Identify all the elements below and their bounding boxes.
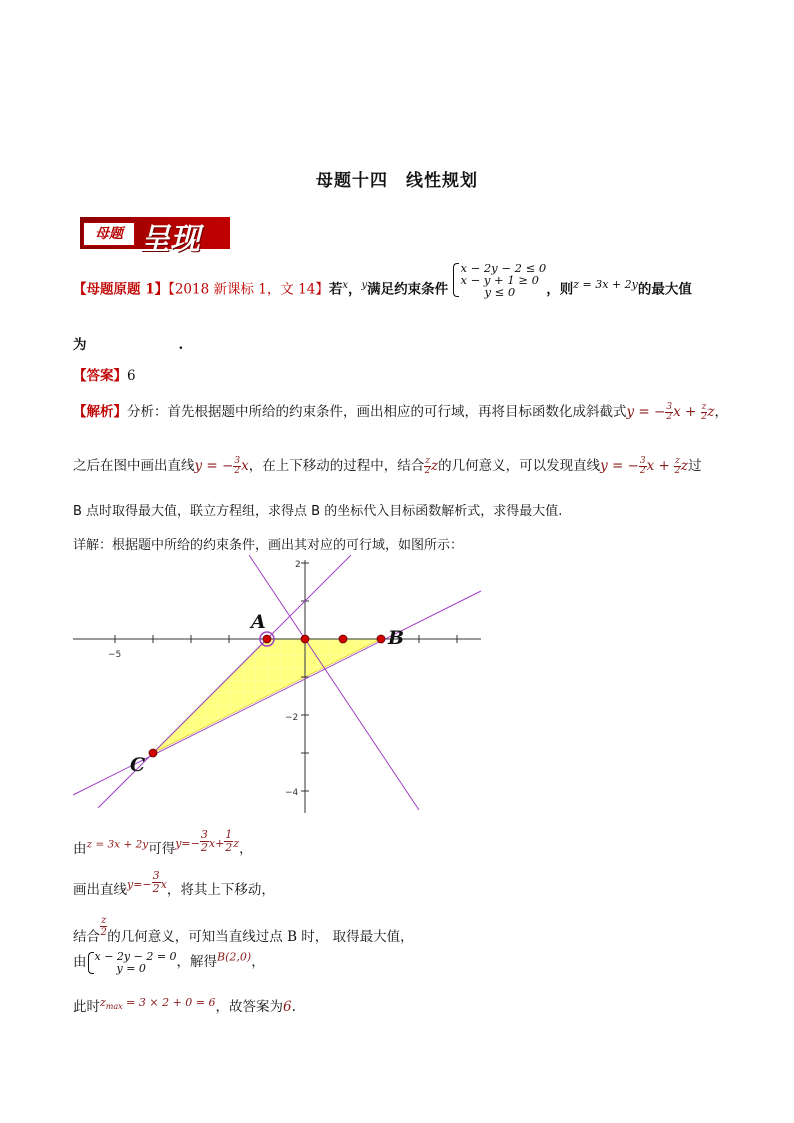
step-3 [73, 915, 414, 945]
analysis-paragraph-2: 之后在图中画出直线y = − $\frac{3}{2}$ x，在上下移动的过程中，结合 $\frac{z}{2}$ z的几何意义，可以发现直线y = − $\frac{3}{2}$ x + $\frac{z}{2}$ z过 [73, 456, 702, 476]
step5-text: ，故答案为 [215, 999, 284, 1015]
frac-den: 2 [234, 466, 241, 476]
frac-num: z [101, 915, 107, 926]
section-banner [80, 217, 230, 257]
step5-calc: = 3 × 2 + 0 = 6 [122, 995, 216, 1009]
analysis-text-2d: 过 [688, 458, 702, 474]
frac-den: 2 [200, 841, 208, 854]
step1-text: 可得 [148, 841, 176, 857]
step4-suffix: ， [251, 954, 265, 970]
frac-den: 2 [701, 412, 707, 422]
step-5 [73, 995, 296, 1015]
problem-line2-start: 为 [73, 337, 87, 353]
problem-statement: 【母题原题 1】【2018 新课标 1，文 14】若$^x$，$^y$满足约束条件 x − 2y − 2 ≤ 0 x − y + 1 ≥ 0 y ≤ 0 ，则$^{z = 3x + 2y}$的最大值 [73, 261, 692, 299]
point-b [377, 635, 385, 643]
frac-num: z [675, 456, 680, 466]
problem-then: ，则 [546, 281, 574, 298]
point-origin [301, 635, 309, 643]
step5-sub: max [105, 1001, 123, 1011]
frac-num: 1 [225, 828, 233, 841]
step4-eq-1: x − 2y − 2 = 0 [94, 949, 177, 963]
label-a: A [251, 611, 266, 633]
frac-den: 2 [424, 466, 431, 476]
label-b: B [388, 627, 405, 649]
banner-small-label: 母题 [83, 222, 135, 246]
frac-num: 3 [234, 456, 241, 466]
problem-tag: 【母题原题 1】 [73, 281, 169, 298]
answer-value: 6 [127, 368, 136, 384]
step4-point-b: B(2,0) [217, 950, 252, 964]
var-y: y [361, 280, 368, 291]
point-1-0 [339, 635, 347, 643]
frac-num: z [701, 402, 707, 412]
constraint-2: x − y + 1 ≥ 0 [460, 273, 539, 287]
step3-prefix: 结合 [73, 929, 100, 945]
point-a [263, 635, 271, 643]
analysis-tag: 【解析】 [73, 404, 127, 420]
problem-lead: 若 [328, 281, 343, 298]
problem-mid: 满足约束条件 [367, 281, 449, 298]
step1-prefix: 由 [73, 841, 87, 857]
step3-text: 的几何意义，可知当直线过点 B 时， 取得最大值， [107, 929, 414, 945]
step4-prefix: 由 [73, 954, 87, 970]
frac-den: 2 [666, 412, 673, 422]
analysis-text-1: 分析：首先根据题中所给的约束条件，画出相应的可行域，再将目标函数化成斜截式 [127, 404, 627, 420]
step5-end: . [291, 999, 296, 1015]
step5-answer: 6 [283, 999, 292, 1015]
step1-objective: z = 3x + 2y [86, 838, 149, 851]
banner-big-label: 呈现 [140, 222, 200, 257]
var-x: x [342, 280, 348, 291]
tick-label-x-neg5: −5 [108, 650, 122, 660]
tick-label-y-neg2: −2 [285, 713, 299, 723]
step1-suffix: ， [239, 841, 253, 857]
constraint-1: x − 2y − 2 ≤ 0 [460, 261, 547, 275]
problem-line-2 [73, 333, 183, 353]
frac-den: 2 [100, 927, 107, 938]
analysis-text-2b: ，在上下移动的过程中，结合 [248, 458, 425, 474]
analysis-paragraph-4: 详解：根据题中所给的约束条件，画出其对应的可行域，如图所示： [73, 538, 464, 553]
page-title: 母题十四 线性规划 [316, 171, 478, 191]
problem-tail: 的最大值 [637, 281, 692, 298]
tick-label-y-neg4: −4 [285, 788, 299, 798]
problem-source: 【2018 新课标 1，文 14】 [168, 281, 329, 298]
step5-z: z [100, 995, 106, 1009]
label-c: C [130, 754, 146, 776]
problem-line2-end: . [178, 337, 184, 353]
frac-den: 2 [674, 466, 681, 476]
frac-den: 2 [639, 466, 646, 476]
frac-num: 3 [666, 402, 673, 412]
step5-prefix: 此时 [73, 999, 100, 1015]
constraint-system [452, 262, 546, 298]
feasible-region-graph [68, 555, 488, 817]
step-1: 由$^{z = 3x + 2y}$可得$^{y=-}$ $\frac{3}{2}$ $^{x+}$ $\frac{1}{2}$ $^z$， [73, 828, 253, 857]
analysis-paragraph-3: B 点时取得最大值，联立方程组，求得点 B 的坐标代入目标函数解析式，求得最大值. [73, 504, 563, 519]
answer-line [73, 364, 136, 384]
analysis-paragraph-1: 【解析】分析：首先根据题中所给的约束条件，画出相应的可行域，再将目标函数化成斜截式y = − $\frac{3}{2}$ x + $\frac{z}{2}$ z， [73, 402, 728, 422]
objective-function: z = 3x + 2y [573, 278, 638, 291]
step4-eq-2: y = 0 [116, 961, 146, 975]
step2-prefix: 画出直线 [73, 882, 127, 898]
point-c [149, 749, 157, 757]
step4-system [87, 951, 177, 975]
tick-label-y-2: 2 [295, 560, 301, 570]
step2-suffix: ，将其上下移动， [166, 882, 275, 898]
step-4 [73, 950, 265, 975]
frac-den: 2 [152, 882, 160, 895]
frac-num: 3 [152, 869, 160, 882]
step4-text: ，解得 [176, 954, 218, 970]
step-2: 画出直线$^{y=-}$ $\frac{3}{2}$ $^x$，将其上下移动， [73, 869, 275, 898]
answer-tag: 【答案】 [73, 368, 127, 384]
frac-num: 3 [639, 456, 646, 466]
analysis-formula-1: y = − [626, 404, 666, 420]
frac-num: z [425, 456, 430, 466]
frac-num: 3 [200, 828, 208, 841]
frac-den: 2 [225, 841, 233, 854]
constraint-3: y ≤ 0 [484, 285, 516, 299]
analysis-text-2c: 的几何意义，可以发现直线 [438, 458, 601, 474]
analysis-text-2a: 之后在图中画出直线 [73, 458, 195, 474]
